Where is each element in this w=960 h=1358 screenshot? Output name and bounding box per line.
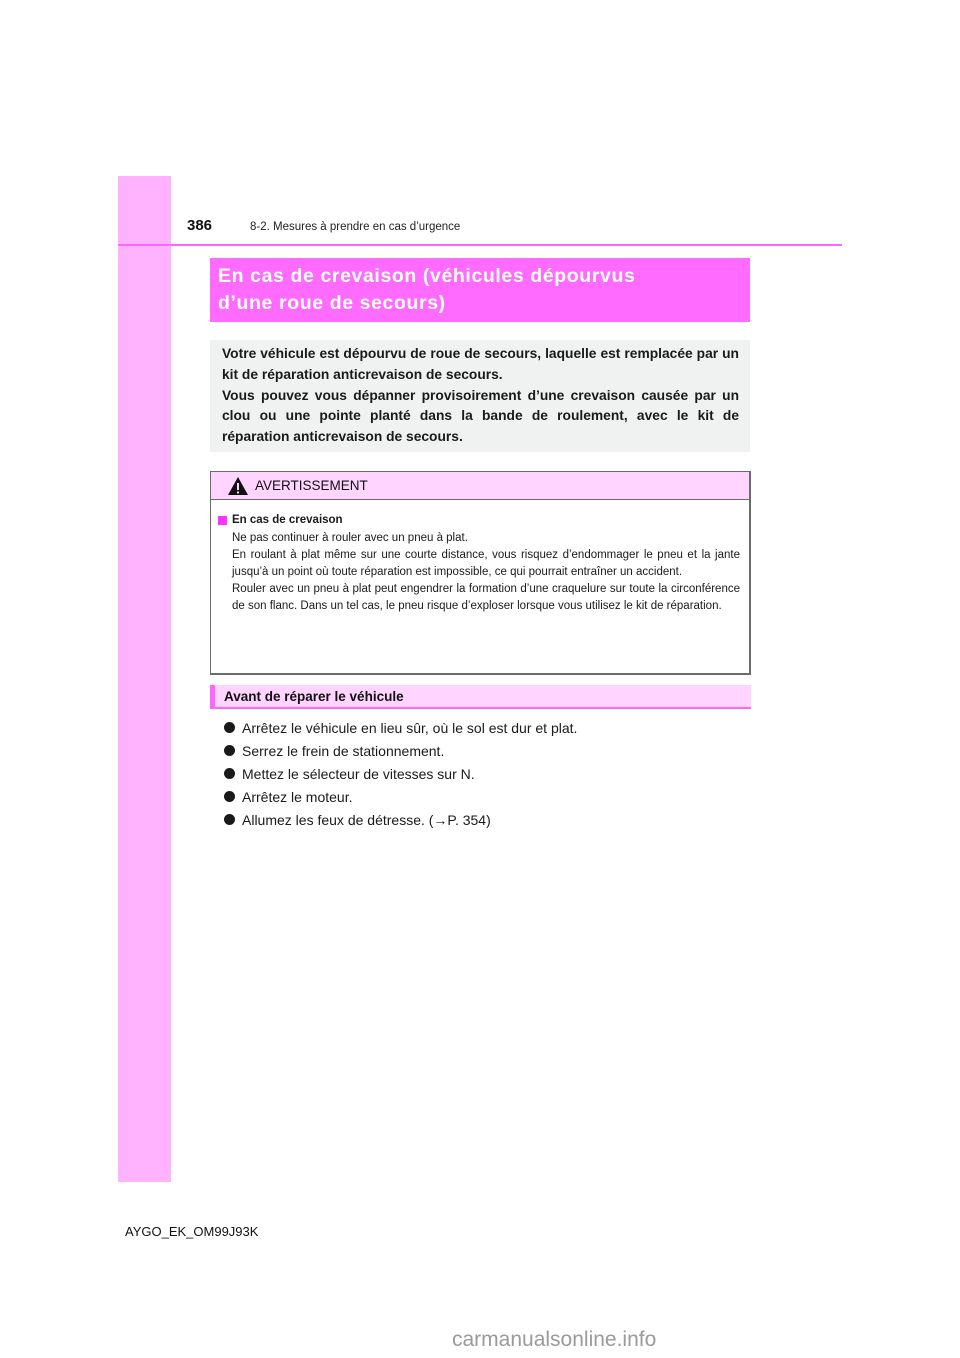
- warning-triangle-icon: [227, 476, 249, 496]
- chapter-tab-sidebar: [118, 176, 171, 1182]
- warning-paragraph: Ne pas continuer à rouler avec un pneu à plat.: [232, 532, 468, 544]
- section-breadcrumb: 8-2. Mesures à prendre en cas d’urgence: [250, 221, 461, 233]
- warning-body: [211, 500, 749, 615]
- intro-summary-box: [210, 340, 750, 452]
- warning-paragraph: En roulant à plat même sur une courte distance, vous risquez d’endommager le pneu et la jante jusqu’à un point où toute réparation est impossible, ce qui pourrait entraîner un accident.: [232, 549, 740, 578]
- list-item: [224, 716, 577, 739]
- page-title-line-1: En cas de crevaison (véhicules dépourvus: [218, 265, 636, 287]
- page-number: 386: [187, 217, 213, 234]
- page-title-line-2: d’une roue de secours): [218, 292, 446, 314]
- warning-paragraph: Rouler avec un pneu à plat peut engendrer la formation d’une craquelure sur toute la circonférence de son flanc. Dans un tel cas, le pneu risque d’exploser lorsque vous utilisez le kit de réparation.: [232, 583, 740, 612]
- square-bullet-icon: [218, 516, 227, 525]
- header-divider: [118, 244, 842, 246]
- warning-subheading: [218, 514, 740, 526]
- page-reference-link[interactable]: Allumez les feux de détresse. (→P. 354): [242, 811, 491, 828]
- list-item: [224, 808, 577, 831]
- section-heading: [210, 685, 751, 709]
- warning-header: [211, 472, 749, 500]
- section-heading-text: Avant de réparer le véhicule: [224, 688, 404, 704]
- list-item: [224, 762, 577, 785]
- list-item-text: Mettez le sélecteur de vitesses sur N.: [242, 765, 475, 782]
- list-item-text: Arrêtez le véhicule en lieu sûr, où le sol est dur et plat.: [242, 719, 578, 736]
- list-item: [224, 785, 577, 808]
- document-code: AYGO_EK_OM99J93K: [125, 1224, 259, 1239]
- steps-list: [224, 716, 577, 831]
- bullet-dot-icon: [224, 791, 235, 802]
- list-item: [224, 739, 577, 762]
- warning-label: AVERTISSEMENT: [255, 478, 368, 493]
- bullet-dot-icon: [224, 814, 235, 825]
- intro-paragraph-1: Votre véhicule est dépourvu de roue de secours, laquelle est remplacée par un kit de réparation anticrevaison de secours.: [222, 346, 739, 382]
- watermark: carmanualsonline.info: [452, 1328, 657, 1351]
- bullet-dot-icon: [224, 722, 235, 733]
- bullet-dot-icon: [224, 745, 235, 756]
- list-item-text: Serrez le frein de stationnement.: [242, 742, 445, 759]
- warning-subheading-text: En cas de crevaison: [232, 514, 343, 526]
- list-item-text: Arrêtez le moteur.: [242, 788, 353, 805]
- page-title: [210, 258, 750, 322]
- warning-box: [210, 471, 751, 675]
- intro-paragraph-2: Vous pouvez vous dépanner provisoirement d’une crevaison causée par un clou ou une pointe planté dans la bande de roulement, avec le kit de réparation anticrevaison de secours.: [222, 387, 739, 445]
- bullet-dot-icon: [224, 768, 235, 779]
